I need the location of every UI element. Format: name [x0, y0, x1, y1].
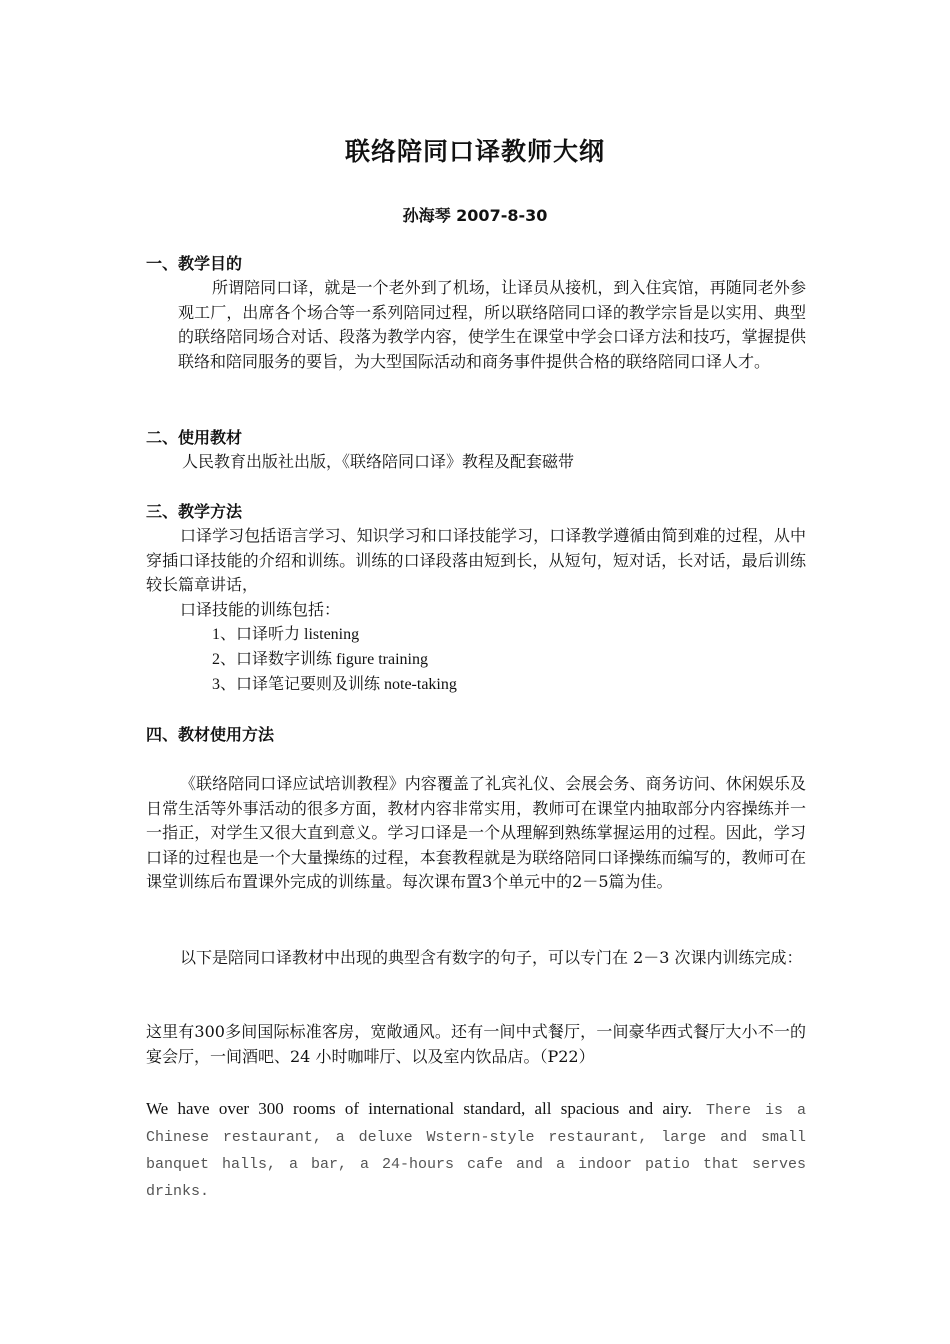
page-title: 联络陪同口译教师大纲	[344, 137, 605, 166]
skills-intro: 口译技能的训练包括：	[180, 600, 341, 619]
section-heading-methods: 三、教学方法	[146, 502, 243, 521]
list-item: 1、口译听力 listening	[212, 626, 360, 643]
list-item: 2、口译数字训练 figure training	[212, 651, 428, 668]
author-date-line: 孙海琴 2007-8-30	[402, 206, 548, 225]
section-body-methods: 口译学习包括语言学习、知识学习和口译技能学习，口译教学遵循由简到难的过程，从中穿插口译技能的介绍和训练。训练的口译段落由短到长，从短句，短对话，长对话，最后训练较长篇章讲话，	[146, 526, 806, 594]
example-english-part1: We have over 300 rooms of international standard, all spacious and airy.	[146, 1099, 692, 1118]
section-body-materials: 人民教育出版社出版，《联络陪同口译》教程及配套磁带	[182, 452, 575, 471]
section-heading-materials: 二、使用教材	[146, 428, 243, 447]
list-item: 3、口译笔记要则及训练 note-taking	[212, 676, 457, 693]
section-body-usage: 《联络陪同口译应试培训教程》内容覆盖了礼宾礼仪、会展会务、商务访问、休闲娱乐及日常生活等外事活动的很多方面，教材内容非常实用，教师可在课堂内抽取部分内容操练并一一指正，对学生又很大直到意义。学习口译是一个从理解到熟练掌握运用的过程。因此，学习口译的过程也是一个大量操练的过程，本套教程就是为联络陪同口译操练而编写的，教师可在课堂训练后布置课外完成的训练量。每次课布置3个单元中的2－5篇为佳。	[146, 774, 806, 891]
section-body-objectives: 所谓陪同口译，就是一个老外到了机场，让译员从接机，到入住宾馆，再随同老外参观工厂，出席各个场合等一系列陪同过程，所以联络陪同口译的教学宗旨是以实用、典型的联络陪同场合对话、段落为教学内容，使学生在课堂中学会口译方法和技巧，掌握提供联络和陪同服务的要旨，为大型国际活动和商务事件提供合格的联络陪同口译人才。	[178, 278, 806, 371]
section-heading-objectives: 一、教学目的	[146, 254, 243, 273]
numeric-sentences-intro: 以下是陪同口译教材中出现的典型含有数字的句子，可以专门在 2－3 次课内训练完成：	[180, 948, 803, 967]
example-english	[146, 1096, 806, 1204]
example-chinese: 这里有300多间国际标准客房，宽敞通风。还有一间中式餐厅，一间豪华西式餐厅大小不一的宴会厅，一间酒吧、24 小时咖啡厅、以及室内饮品店。（P22）	[146, 1022, 806, 1066]
section-heading-usage: 四、教材使用方法	[146, 725, 275, 744]
example-english-part2: There is a Chinese restaurant, a deluxe Wstern-style restaurant, large and small banquet halls, a bar, a 24-hours cafe and a indoor patio that serves drinks.	[146, 1102, 806, 1200]
